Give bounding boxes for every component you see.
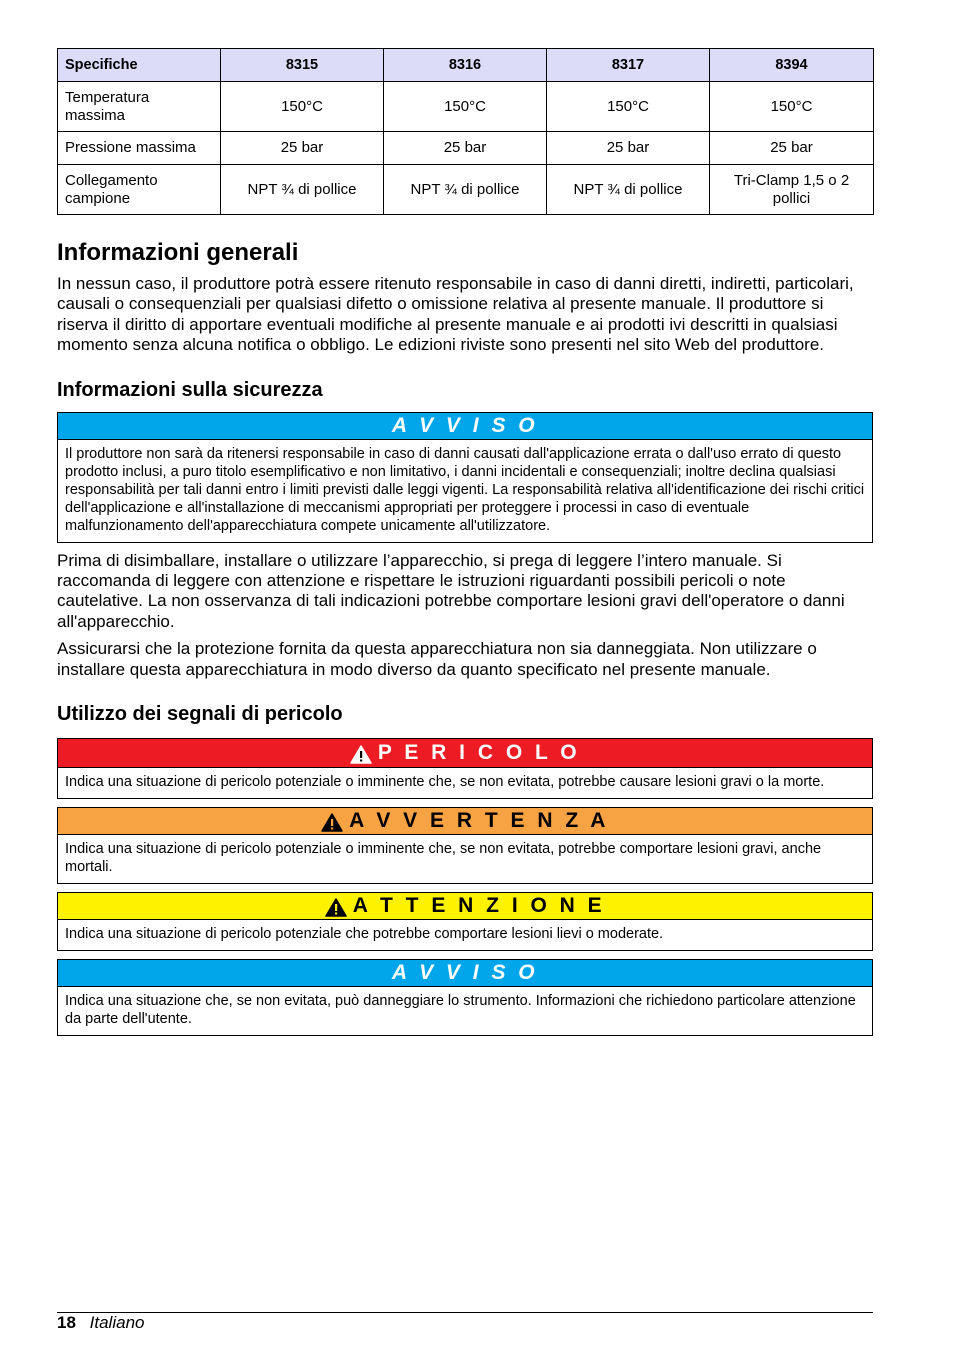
general-paragraph: In nessun caso, il produttore potrà essere ritenuto responsabile in caso di danni diretti, indiretti, particolari, causali o consequenziali per qualsiasi difetto o omissione relativa al presente manuale. Il produttore si riserva il diritto di apportare eventuali modifiche al presente manuale e ai prodotti ivi descritti in qualsiasi momento senza alcuna notifica o obbligo. Le edizioni riviste sono presenti nel sito Web del produttore. [57, 274, 854, 355]
danger-box [57, 738, 873, 799]
section-title-general: Informazioni generali [57, 239, 299, 266]
safety-paragraph-2: Assicurarsi che la protezione fornita da questa apparecchiatura non sia danneggiata. Non utilizzare o installare questa apparecchiatura in modo diverso da quanto specificato nel presente manuale. [57, 639, 817, 679]
table-cell: 25 bar [221, 132, 384, 165]
page-footer [57, 1313, 144, 1333]
warning-triangle-icon [350, 745, 372, 764]
table-cell: 25 bar [710, 132, 874, 165]
footer-language: Italiano [89, 1313, 145, 1332]
table-row [58, 132, 874, 165]
notice-text: Il produttore non sarà da ritenersi responsabile in caso di danni causati dall'applicazione errata o dall'uso errato di questo prodotto inclusi, a puro titolo esemplificativo e non limitativo, i danni incidentali e consequenziali; inoltre declina qualsiasi responsabilità per tali danni entro i limiti previsti dalle leggi vigenti. La responsabilità relativa all'identificazione dei rischi critici dell'applicazione e all'installazione di meccanismi appropriati per proteggere i processi in caso di eventuale malfunzionamento dell'apparecchiatura compete unicamente all'utilizzatore. [65, 445, 865, 534]
table-cell: 150°C [547, 82, 710, 132]
notice-box [57, 412, 873, 543]
table-cell: Pressione massima [58, 132, 221, 165]
table-cell: NPT ¾ di pollice [384, 165, 547, 215]
table-header: 8317 [547, 49, 710, 82]
table-cell: 25 bar [547, 132, 710, 165]
danger-label: P E R I C O L O [377, 741, 581, 765]
page-content [57, 48, 873, 1036]
table-cell: NPT ¾ di pollice [547, 165, 710, 215]
table-cell: Temperatura massima [58, 82, 221, 132]
table-cell: 150°C [384, 82, 547, 132]
caution-text: Indica una situazione di pericolo potenziale che potrebbe comportare lesioni lievi o moderate. [65, 926, 664, 943]
table-cell: NPT ¾ di pollice [221, 165, 384, 215]
table-cell: 150°C [710, 82, 874, 132]
table-cell: Tri-Clamp 1,5 o 2 pollici [710, 165, 874, 215]
specifications-table [57, 48, 874, 215]
notice-header-2: A V V I S O [58, 960, 872, 987]
warning-text: Indica una situazione di pericolo potenziale o imminente che, se non evitata, potrebbe comportare lesioni gravi, anche mortali. [65, 841, 822, 876]
warning-label: A V V E R T E N Z A [349, 809, 609, 833]
warning-triangle-icon [321, 813, 343, 832]
danger-header [58, 739, 872, 768]
caution-label: A T T E N Z I O N E [352, 894, 606, 918]
table-header: 8315 [221, 49, 384, 82]
section-title-safety: Informazioni sulla sicurezza [57, 378, 323, 401]
table-cell: 25 bar [384, 132, 547, 165]
safety-paragraph-1: Prima di disimballare, installare o utilizzare l’apparecchio, si prega di leggere l’intero manuale. Si raccomanda di leggere con attenzione e rispettare le istruzioni riguardanti possibili pericoli o note cautelative. La non osservanza di tali indicazioni potrebbe comportare lesioni gravi dell'operatore o danni all'apparecchio. [57, 550, 845, 631]
page-number: 18 [57, 1313, 76, 1332]
table-row [58, 165, 874, 215]
warning-triangle-icon [325, 898, 347, 917]
warning-box [57, 807, 873, 884]
table-cell: 150°C [221, 82, 384, 132]
section-title-hazard-signals: Utilizzo dei segnali di pericolo [57, 703, 343, 726]
notice-text-2: Indica una situazione che, se non evitata, può danneggiare lo strumento. Informazioni che richiedono particolare attenzione da parte dell'utente. [65, 993, 856, 1028]
caution-box [57, 892, 873, 951]
footer-divider [57, 1312, 873, 1313]
table-header-row [58, 49, 874, 82]
notice-header: A V V I S O [58, 413, 872, 440]
notice-box-2 [57, 959, 873, 1036]
table-header: 8316 [384, 49, 547, 82]
table-header: Specifiche [58, 49, 221, 82]
table-row [58, 82, 874, 132]
caution-header [58, 893, 872, 920]
table-header: 8394 [710, 49, 874, 82]
table-cell: Collegamento campione [58, 165, 221, 215]
danger-text: Indica una situazione di pericolo potenziale o imminente che, se non evitata, potrebbe causare lesioni gravi o la morte. [65, 774, 825, 791]
warning-header [58, 808, 872, 835]
